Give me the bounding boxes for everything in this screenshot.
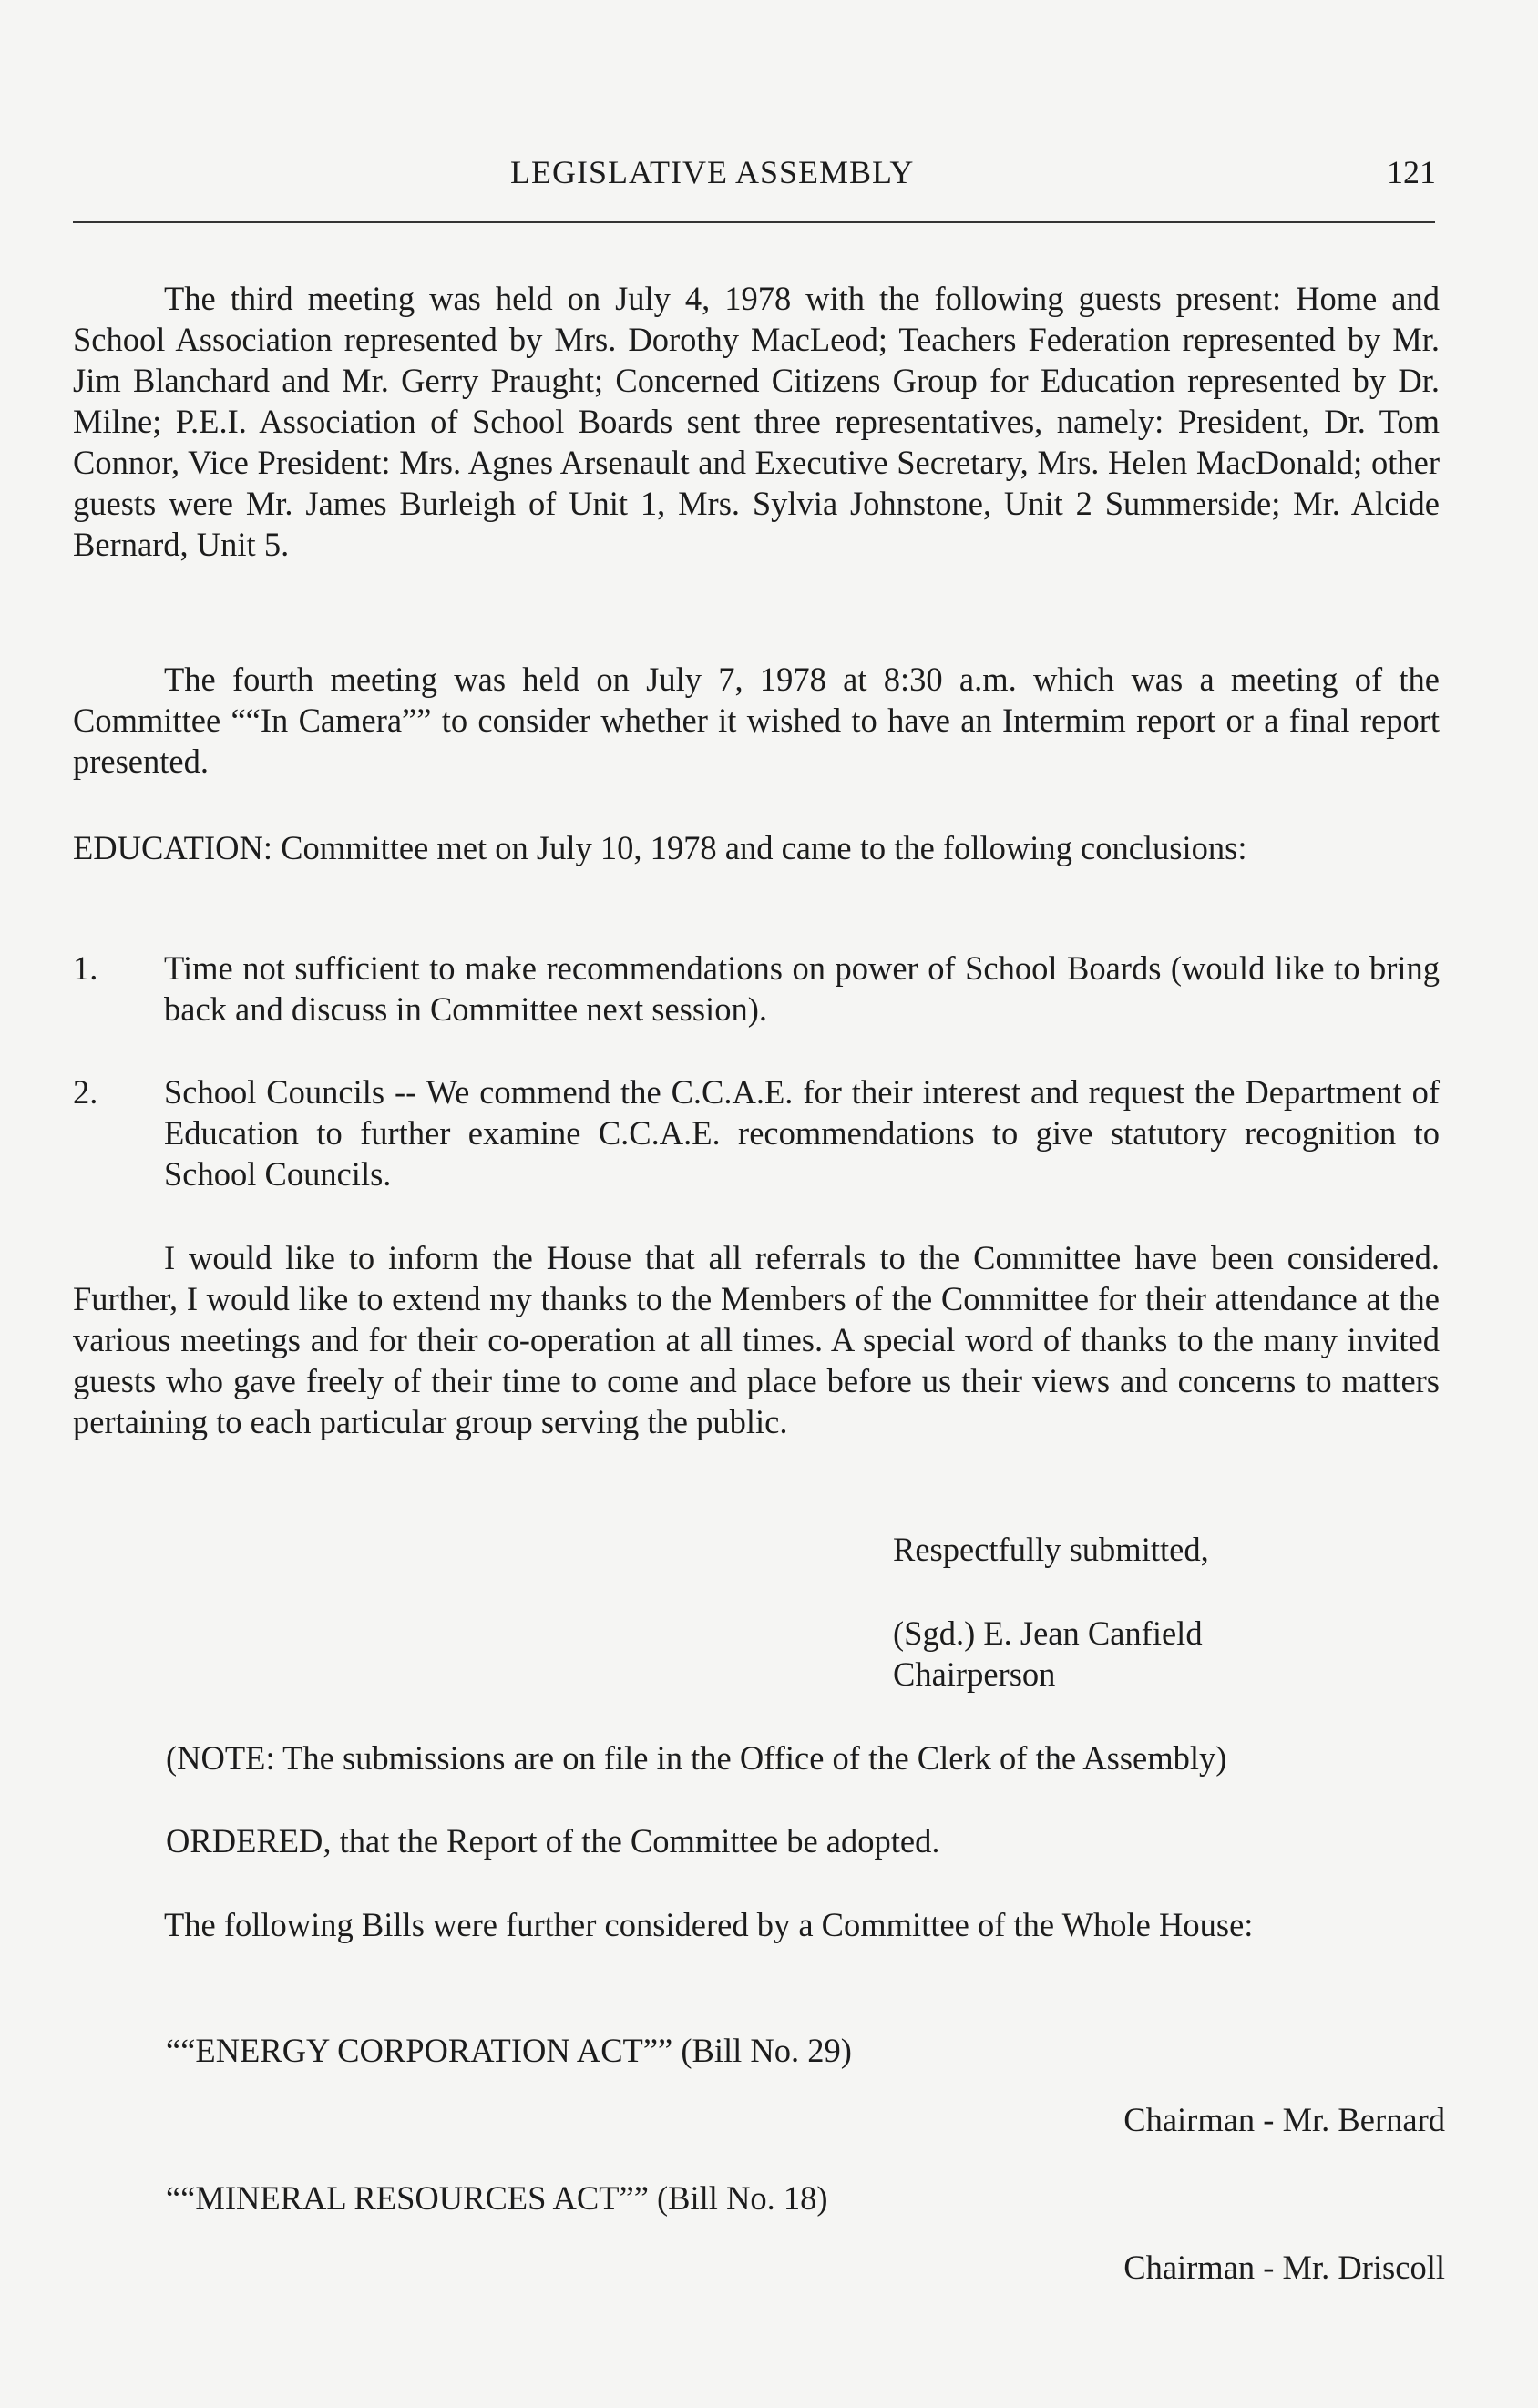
- list-item-text: School Councils -- We commend the C.C.A.E. for their interest and request the Department of Education to further examine C.C.A.E. recommendations to give statutory recognition to School Councils.: [164, 1073, 1440, 1193]
- list-item-text: Time not sufficient to make recommendations on power of School Boards (would like to bring back and discuss in Committee next session).: [164, 949, 1440, 1028]
- list-item-2: [73, 1071, 1440, 1194]
- ordered-line: ORDERED, that the Report of the Committee be adopted.: [166, 1822, 940, 1860]
- page-number: 121: [1387, 154, 1436, 190]
- paragraph-third-meeting: The third meeting was held on July 4, 1978 with the following guests present: Home and School Association represented by Mrs. Dorothy MacLeod; Teachers Federation represented by Mr. Jim Blanchard and Mr. Gerry Praught; Concerned Citizens Group for Education represented by Dr. Milne; P.E.I. Association of School Boards sent three representatives, namely: President, Dr. Tom Connor, Vice President: Mrs. Agnes Arsenault and Executive Secretary, Mrs. Helen MacDonald; other guests were Mr. James Burleigh of Unit 1, Mrs. Sylvia Johnstone, Unit 2 Summerside; Mr. Alcide Bernard, Unit 5.: [73, 280, 1440, 563]
- bill-chairman-2: Chairman - Mr. Driscoll: [1123, 2249, 1445, 2286]
- paragraph-education: EDUCATION: Committee met on July 10, 1978 and came to the following conclusions:: [73, 829, 1247, 866]
- note-line: (NOTE: The submissions are on file in the Office of the Clerk of the Assembly): [166, 1739, 1227, 1777]
- list-item-1: [73, 948, 1440, 1030]
- bills-intro: The following Bills were further considered by a Committee of the Whole House:: [164, 1906, 1254, 1943]
- bill-chairman-1: Chairman - Mr. Bernard: [1123, 2101, 1445, 2138]
- signature-name: (Sgd.) E. Jean Canfield: [893, 1614, 1203, 1652]
- list-item-number: 2.: [73, 1073, 98, 1111]
- paragraph-inform-house: I would like to inform the House that all referrals to the Committee have been considered. Further, I would like to extend my thanks to the Members of the Committee for their attendance at the various meetings and for their co-operation at all times. A special word of thanks to the many invited guests who gave freely of their time to come and place before us their views and concerns to matters pertaining to each particular group serving the public.: [73, 1239, 1440, 1440]
- bill-title-2: ““MINERAL RESOURCES ACT”” (Bill No. 18): [166, 2179, 828, 2217]
- signature-closing: Respectfully submitted,: [893, 1531, 1209, 1568]
- list-item-number: 1.: [73, 949, 98, 987]
- signature-title: Chairperson: [893, 1655, 1056, 1693]
- header-rule: [73, 221, 1435, 223]
- running-header-title: LEGISLATIVE ASSEMBLY: [510, 154, 915, 190]
- bill-title-1: ““ENERGY CORPORATION ACT”” (Bill No. 29): [166, 2032, 852, 2069]
- paragraph-fourth-meeting: The fourth meeting was held on July 7, 1978 at 8:30 a.m. which was a meeting of the Committee ““In Camera”” to consider whether it wished to have an Intermim report or a final report presented.: [73, 661, 1440, 780]
